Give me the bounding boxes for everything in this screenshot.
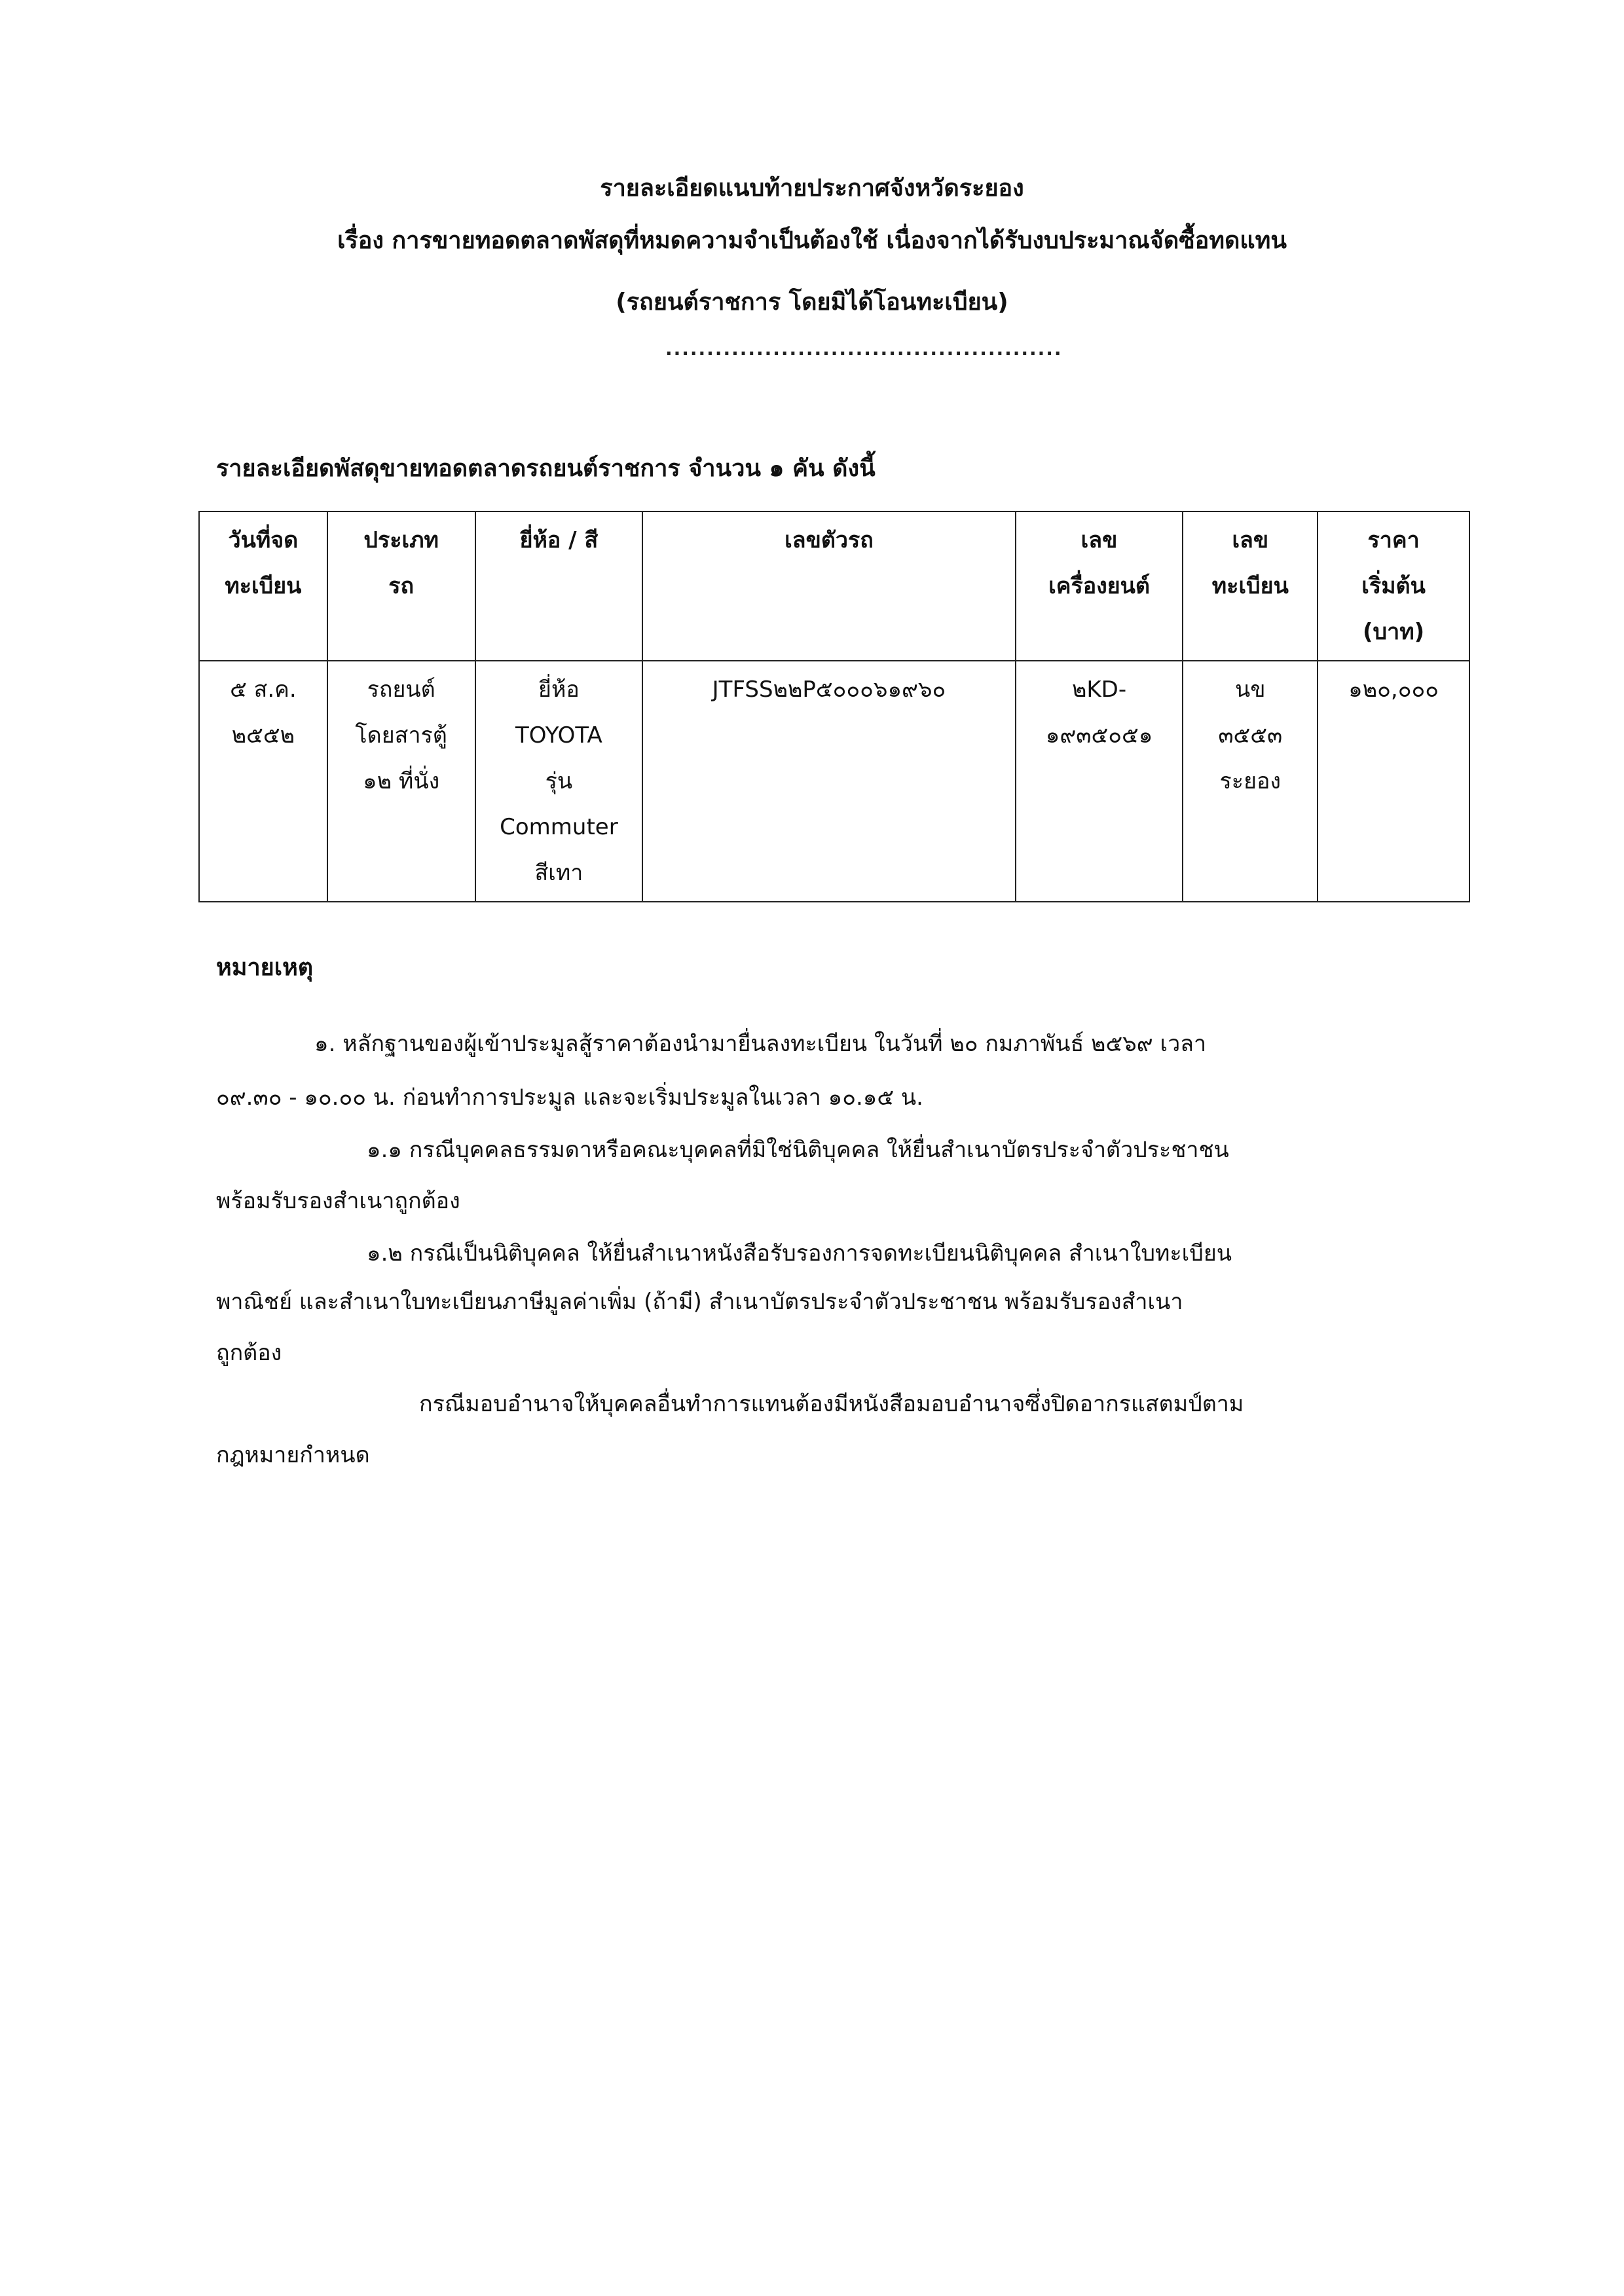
- cell-text: ๕ ส.ค.: [230, 676, 297, 703]
- header-text: เลข: [1080, 527, 1118, 553]
- document-title: รายละเอียดแนบท้ายประกาศจังหวัดระยอง: [600, 175, 1024, 202]
- note-1-line-1: ๑. หลักฐานของผู้เข้าประมูลสู้ราคาต้องนำมายื่นลงทะเบียน ในวันที่ ๒๐ กมภาพันธ์ ๒๕๖๙ เวลา: [314, 1031, 1207, 1057]
- cell-vehicle-type: [327, 661, 475, 902]
- header-plate-number: [1183, 511, 1318, 661]
- note-1-2-line-3: ถูกต้อง: [216, 1340, 282, 1366]
- cell-text: โดยสารตู้: [355, 722, 447, 749]
- dotted-divider: ................................................: [665, 338, 1063, 360]
- cell-text: TOYOTA: [515, 722, 602, 749]
- cell-engine-number: [1016, 661, 1183, 902]
- header-chassis-number: [642, 511, 1015, 661]
- header-reg-date: [199, 511, 327, 661]
- cell-text: ระยอง: [1219, 768, 1282, 794]
- header-text: เครื่องยนต์: [1048, 573, 1150, 599]
- header-text: ยี่ห้อ / สี: [519, 527, 599, 553]
- cell-text: รถยนต์: [367, 676, 435, 703]
- header-text: เริ่มต้น: [1361, 573, 1426, 599]
- note-1-1-line-1: ๑.๑ กรณีบุคคลธรรมดาหรือคณะบุคคลที่มิใช่นิติบุคคล ให้ยื่นสำเนาบัตรประจำตัวประชาชน: [367, 1137, 1229, 1163]
- header-text: ประเภท: [363, 527, 439, 553]
- cell-brand-color: [475, 661, 643, 902]
- note-proxy-line-2: กฎหมายกำหนด: [216, 1442, 370, 1468]
- vehicle-table: [198, 511, 1470, 902]
- cell-text: ๑๒๐,๐๐๐: [1348, 676, 1439, 703]
- header-text: (บาท): [1363, 619, 1425, 645]
- note-1-line-2: ๐๙.๓๐ - ๑๐.๐๐ น. ก่อนทำการประมูล และจะเริ่มประมูลในเวลา ๑๐.๑๕ น.: [216, 1084, 923, 1111]
- header-vehicle-type: [327, 511, 475, 661]
- header-engine-number: [1016, 511, 1183, 661]
- cell-text: ๒KD-: [1071, 676, 1127, 703]
- cell-text: นข: [1235, 676, 1266, 703]
- table-row: [199, 661, 1469, 902]
- cell-starting-price: [1318, 661, 1469, 902]
- cell-text: JTFSS๒๒P๕๐๐๐๖๑๙๖๐: [712, 676, 946, 703]
- cell-text: ๒๕๕๒: [231, 722, 295, 749]
- document-subject: เรื่อง การขายทอดตลาดพัสดุที่หมดความจำเป็นต้องใช้ เนื่องจากได้รับงบประมาณจัดซื้อทดแทน: [337, 227, 1287, 254]
- header-text: เลข: [1232, 527, 1269, 553]
- header-text: วันที่จด: [228, 527, 299, 553]
- note-1-2-line-1: ๑.๒ กรณีเป็นนิติบุคคล ให้ยื่นสำเนาหนังสือรับรองการจดทะเบียนนิติบุคคล สำเนาใบทะเบียน: [367, 1240, 1232, 1267]
- header-text: เลขตัวรถ: [784, 527, 874, 553]
- header-text: รถ: [388, 573, 415, 599]
- cell-chassis-number: [642, 661, 1015, 902]
- table-header-row: [199, 511, 1469, 661]
- header-text: ราคา: [1367, 527, 1420, 553]
- header-text: ทะเบียน: [1211, 573, 1289, 599]
- cell-text: สีเทา: [534, 860, 583, 886]
- cell-text: ๑๙๓๕๐๕๑: [1045, 722, 1153, 749]
- header-brand-color: [475, 511, 643, 661]
- notes-heading: หมายเหตุ: [216, 954, 314, 981]
- cell-reg-date: [199, 661, 327, 902]
- cell-text: รุ่น: [545, 768, 573, 794]
- document-subtitle: (รถยนต์ราชการ โดยมิได้โอนทะเบียน): [616, 289, 1008, 316]
- header-starting-price: [1318, 511, 1469, 661]
- note-proxy-line-1: กรณีมอบอำนาจให้บุคคลอื่นทำการแทนต้องมีหนังสือมอบอำนาจซึ่งปิดอากรแสตมป์ตาม: [419, 1391, 1244, 1417]
- cell-text: ๓๕๕๓: [1218, 722, 1283, 749]
- intro-text: รายละเอียดพัสดุขายทอดตลาดรถยนต์ราชการ จำนวน ๑ คัน ดังนี้: [216, 455, 876, 482]
- note-1-2-line-2: พาณิชย์ และสำเนาใบทะเบียนภาษีมูลค่าเพิ่ม (ถ้ามี) สำเนาบัตรประจำตัวประชาชน พร้อมรับรองสำเนา: [216, 1289, 1183, 1315]
- header-text: ทะเบียน: [225, 573, 302, 599]
- cell-text: Commuter: [500, 814, 618, 840]
- cell-text: ยี่ห้อ: [538, 676, 580, 703]
- cell-plate-number: [1183, 661, 1318, 902]
- cell-text: ๑๒ ที่นั่ง: [363, 768, 440, 794]
- note-1-1-line-2: พร้อมรับรองสำเนาถูกต้อง: [216, 1188, 460, 1214]
